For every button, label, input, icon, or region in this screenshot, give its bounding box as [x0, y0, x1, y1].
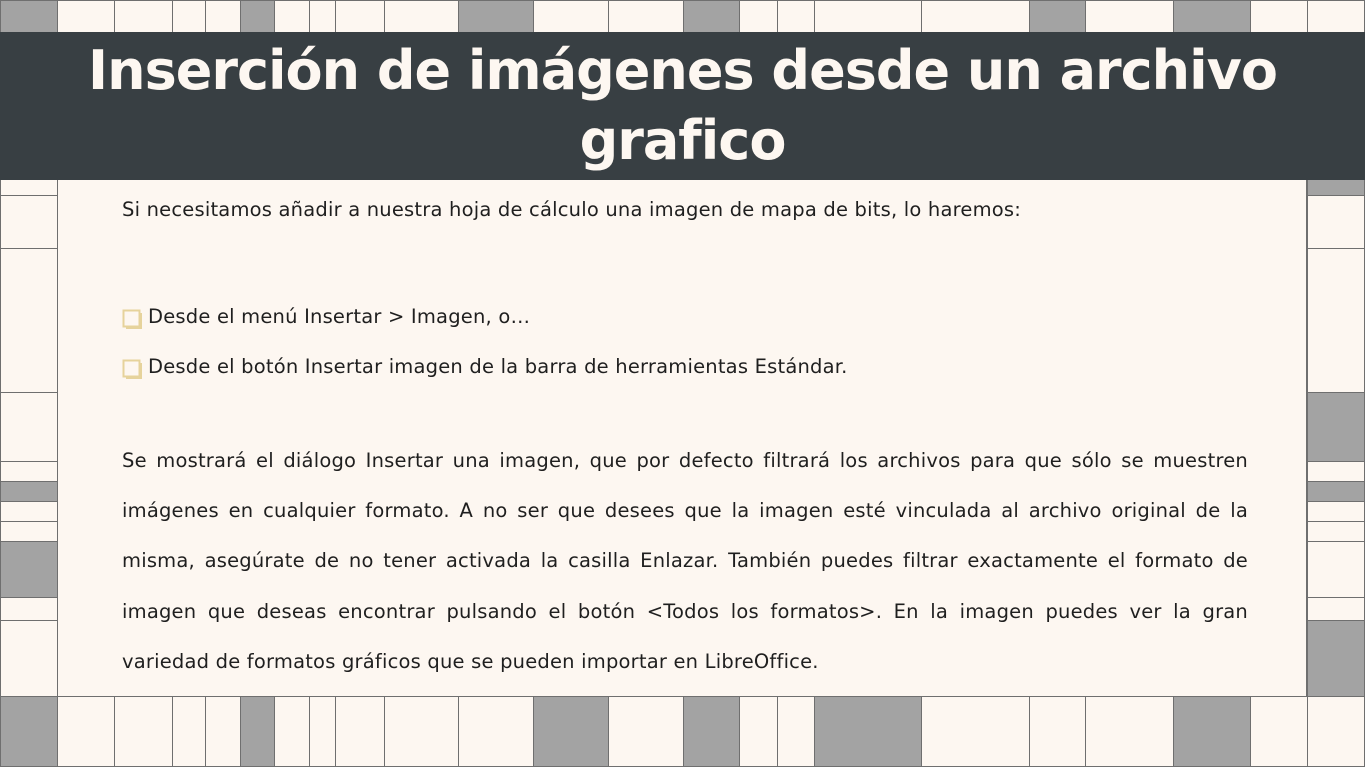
frame-tile: [608, 696, 684, 767]
frame-tile: [458, 696, 534, 767]
frame-tile: [57, 696, 115, 767]
frame-tile: [0, 179, 58, 196]
frame-tile: [57, 0, 115, 33]
bullet-text: Desde el menú Insertar > Imagen, o…: [148, 305, 531, 328]
frame-tile: [1085, 0, 1174, 33]
frame-tile: [739, 0, 778, 33]
checkbox-square-icon: [122, 353, 144, 381]
frame-tile: [1250, 696, 1308, 767]
frame-tile: [205, 696, 241, 767]
frame-tile: [921, 696, 1030, 767]
frame-tile: [814, 0, 922, 33]
title-bar: [0, 32, 1365, 180]
frame-tile: [1307, 501, 1365, 522]
frame-tile: [0, 195, 58, 249]
frame-tile: [0, 620, 58, 697]
frame-tile: [384, 0, 459, 33]
frame-tile: [1307, 248, 1365, 393]
frame-tile: [0, 521, 58, 542]
frame-tile: [240, 0, 275, 33]
bullet-text: Desde el botón Insertar imagen de la barra de herramientas Estándar.: [148, 355, 848, 378]
frame-tile: [921, 0, 1030, 33]
frame-tile: [1307, 620, 1365, 697]
frame-tile: [1085, 696, 1174, 767]
frame-tile: [0, 461, 58, 482]
frame-tile: [458, 0, 534, 33]
frame-tile: [1307, 392, 1365, 462]
frame-tile: [1307, 195, 1365, 249]
frame-tile: [172, 696, 206, 767]
frame-tile: [1307, 461, 1365, 482]
frame-tile: [1173, 0, 1251, 33]
frame-tile: [0, 248, 58, 393]
list-item: [122, 342, 1248, 392]
frame-tile: [608, 0, 684, 33]
slide-title: Inserción de imágenes desde un archivo grafico: [88, 39, 1277, 172]
frame-tile: [0, 597, 58, 621]
frame-tile: [1029, 696, 1086, 767]
list-item: [122, 292, 1248, 342]
frame-tile: [777, 696, 815, 767]
frame-tile: [1307, 0, 1365, 33]
frame-tile: [739, 696, 778, 767]
frame-tile: [309, 0, 336, 33]
content-panel: [57, 180, 1307, 697]
frame-tile: [274, 0, 310, 33]
frame-tile: [683, 696, 740, 767]
frame-tile: [0, 696, 58, 767]
frame-tile: [1307, 696, 1365, 767]
body-paragraph: Se mostrará el diálogo Insertar una imagen, que por defecto filtrará los archivos para que sólo se muestren imágenes en cualquier formato. A no ser que desees que la imagen esté vinculada al archivo original de la misma, asegúrate de no tener activada la casilla Enlazar. También puedes filtrar exactamente el formato de imagen que deseas encontrar pulsando el botón <Todos los formatos>. En la imagen puedes ver la gran variedad de formatos gráficos que se pueden importar en LibreOffice.: [122, 449, 1248, 673]
frame-tile: [240, 696, 275, 767]
frame-tile: [1307, 597, 1365, 621]
frame-tile: [335, 0, 385, 33]
frame-tile: [0, 0, 58, 33]
frame-tile: [777, 0, 815, 33]
frame-tile: [1250, 0, 1308, 33]
intro-text: Si necesitamos añadir a nuestra hoja de cálculo una imagen de mapa de bits, lo haremos:: [122, 198, 1022, 221]
frame-tile: [1029, 0, 1086, 33]
frame-tile: [205, 0, 241, 33]
frame-tile: [533, 0, 609, 33]
frame-tile: [0, 501, 58, 522]
frame-tile: [114, 696, 173, 767]
bullet-list: [122, 292, 1248, 392]
frame-tile: [274, 696, 310, 767]
frame-tile: [172, 0, 206, 33]
frame-tile: [1307, 541, 1365, 598]
frame-tile: [114, 0, 173, 33]
frame-tile: [1307, 481, 1365, 502]
frame-tile: [1173, 696, 1251, 767]
frame-tile: [0, 541, 58, 598]
frame-tile: [384, 696, 459, 767]
frame-tile: [0, 392, 58, 462]
checkbox-square-icon: [122, 303, 144, 331]
frame-tile: [533, 696, 609, 767]
frame-tile: [1307, 179, 1365, 196]
frame-tile: [1307, 521, 1365, 542]
frame-tile: [0, 481, 58, 502]
frame-tile: [683, 0, 740, 33]
frame-tile: [814, 696, 922, 767]
frame-tile: [309, 696, 336, 767]
frame-tile: [335, 696, 385, 767]
